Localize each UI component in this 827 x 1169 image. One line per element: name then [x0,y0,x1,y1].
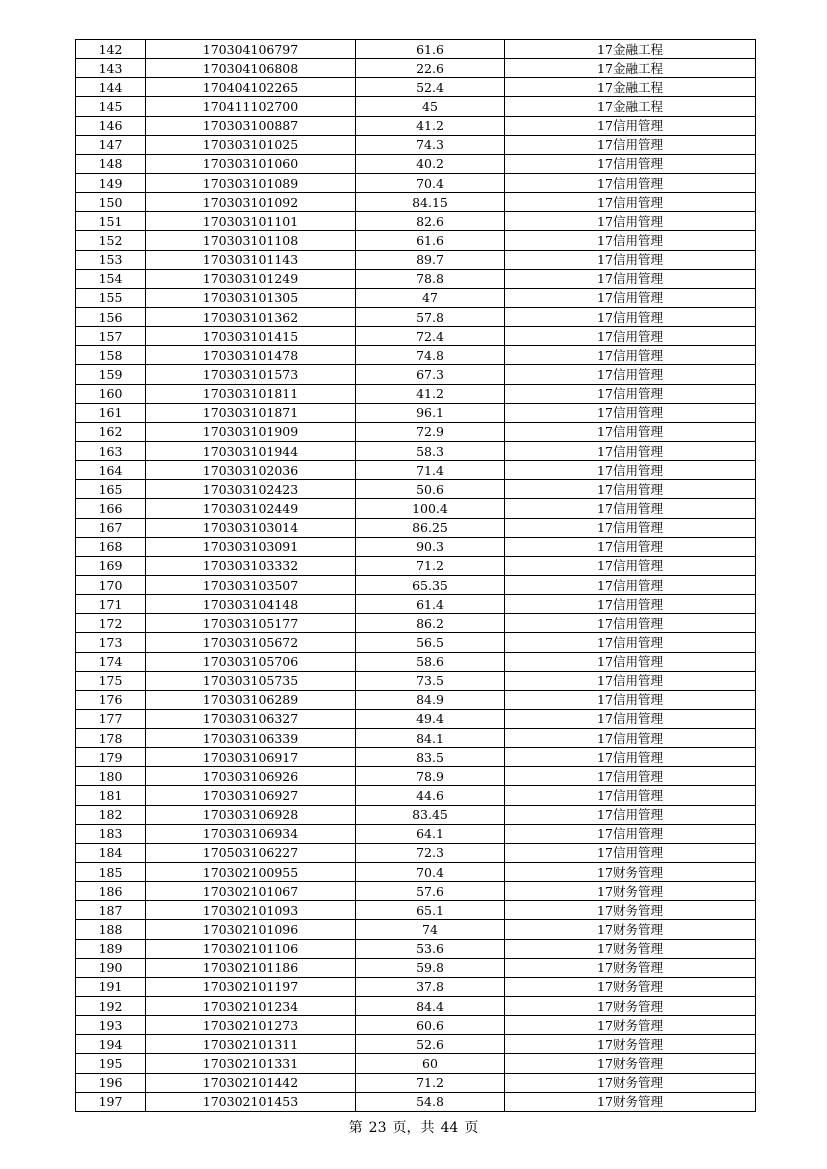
student-id-cell: 170303101101 [146,212,356,231]
student-id-cell: 170303101478 [146,346,356,365]
row-number-cell: 144 [76,78,146,97]
table-row [76,977,756,996]
major-cell: 17信用管理 [505,709,756,728]
student-id-cell: 170303101060 [146,154,356,173]
score-cell: 78.9 [356,767,505,786]
student-id-cell: 170303103091 [146,537,356,556]
table-row [76,231,756,250]
score-cell: 47 [356,288,505,307]
student-id-cell: 170303101573 [146,365,356,384]
score-cell: 72.4 [356,327,505,346]
major-cell: 17信用管理 [505,346,756,365]
row-number-cell: 192 [76,997,146,1016]
score-cell: 37.8 [356,977,505,996]
row-number-cell: 173 [76,633,146,652]
row-number-cell: 164 [76,461,146,480]
row-number-cell: 158 [76,346,146,365]
score-cell: 40.2 [356,154,505,173]
student-id-cell: 170303101811 [146,384,356,403]
student-id-cell: 170303102449 [146,499,356,518]
table-row [76,633,756,652]
score-cell: 84.1 [356,729,505,748]
student-id-cell: 170303103332 [146,556,356,575]
table-row [76,97,756,116]
student-id-cell: 170303101909 [146,422,356,441]
table-row [76,269,756,288]
row-number-cell: 178 [76,729,146,748]
score-cell: 60 [356,1054,505,1073]
student-id-cell: 170302101093 [146,901,356,920]
table-row [76,767,756,786]
table-row [76,480,756,499]
table-row [76,537,756,556]
table-row [76,863,756,882]
row-number-cell: 147 [76,135,146,154]
row-number-cell: 146 [76,116,146,135]
student-id-cell: 170302101234 [146,997,356,1016]
row-number-cell: 170 [76,575,146,594]
row-number-cell: 148 [76,154,146,173]
score-cell: 84.15 [356,193,505,212]
table-row [76,212,756,231]
score-cell: 83.5 [356,748,505,767]
major-cell: 17信用管理 [505,595,756,614]
table-row [76,939,756,958]
row-number-cell: 165 [76,480,146,499]
major-cell: 17信用管理 [505,116,756,135]
major-cell: 17财务管理 [505,1073,756,1092]
score-cell: 49.4 [356,709,505,728]
student-id-cell: 170303101944 [146,441,356,460]
score-cell: 90.3 [356,537,505,556]
footer-suffix: 页 [464,1120,479,1136]
table-row [76,441,756,460]
table-row [76,403,756,422]
student-id-cell: 170302101186 [146,958,356,977]
score-cell: 74.8 [356,346,505,365]
score-cell: 52.6 [356,1035,505,1054]
row-number-cell: 188 [76,920,146,939]
student-id-cell: 170303106339 [146,729,356,748]
score-cell: 96.1 [356,403,505,422]
major-cell: 17信用管理 [505,441,756,460]
score-cell: 60.6 [356,1016,505,1035]
student-id-cell: 170303101143 [146,250,356,269]
major-cell: 17信用管理 [505,403,756,422]
major-cell: 17信用管理 [505,422,756,441]
table-row [76,997,756,1016]
major-cell: 17信用管理 [505,231,756,250]
table-row [76,556,756,575]
score-cell: 64.1 [356,824,505,843]
score-cell: 71.2 [356,556,505,575]
major-cell: 17信用管理 [505,173,756,192]
row-number-cell: 196 [76,1073,146,1092]
row-number-cell: 143 [76,59,146,78]
row-number-cell: 157 [76,327,146,346]
table-row [76,116,756,135]
score-cell: 70.4 [356,173,505,192]
score-table [75,39,756,1112]
score-cell: 22.6 [356,59,505,78]
score-cell: 44.6 [356,786,505,805]
major-cell: 17信用管理 [505,499,756,518]
student-id-cell: 170304106808 [146,59,356,78]
table-row [76,288,756,307]
row-number-cell: 191 [76,977,146,996]
student-id-cell: 170303101362 [146,307,356,326]
row-number-cell: 149 [76,173,146,192]
row-number-cell: 179 [76,748,146,767]
student-id-cell: 170302101273 [146,1016,356,1035]
row-number-cell: 163 [76,441,146,460]
student-id-cell: 170303100887 [146,116,356,135]
score-cell: 86.2 [356,614,505,633]
major-cell: 17信用管理 [505,537,756,556]
row-number-cell: 197 [76,1092,146,1111]
row-number-cell: 193 [76,1016,146,1035]
score-cell: 57.8 [356,307,505,326]
student-id-cell: 170302101067 [146,882,356,901]
major-cell: 17信用管理 [505,690,756,709]
score-cell: 67.3 [356,365,505,384]
major-cell: 17财务管理 [505,958,756,977]
student-id-cell: 170303101305 [146,288,356,307]
major-cell: 17信用管理 [505,518,756,537]
table-row [76,461,756,480]
major-cell: 17信用管理 [505,767,756,786]
major-cell: 17信用管理 [505,212,756,231]
row-number-cell: 171 [76,595,146,614]
table-row [76,575,756,594]
table-row [76,882,756,901]
score-cell: 61.6 [356,40,505,59]
row-number-cell: 169 [76,556,146,575]
row-number-cell: 168 [76,537,146,556]
table-row [76,1092,756,1111]
student-id-cell: 170304106797 [146,40,356,59]
student-id-cell: 170302101311 [146,1035,356,1054]
major-cell: 17财务管理 [505,1016,756,1035]
table-row [76,1016,756,1035]
score-cell: 73.5 [356,671,505,690]
major-cell: 17信用管理 [505,843,756,862]
major-cell: 17信用管理 [505,193,756,212]
table-row [76,135,756,154]
row-number-cell: 190 [76,958,146,977]
score-cell: 56.5 [356,633,505,652]
student-id-cell: 170503106227 [146,843,356,862]
score-cell: 83.45 [356,805,505,824]
student-id-cell: 170302101453 [146,1092,356,1111]
row-number-cell: 176 [76,690,146,709]
row-number-cell: 154 [76,269,146,288]
student-id-cell: 170303102036 [146,461,356,480]
table-row [76,920,756,939]
table-row [76,614,756,633]
table-row [76,154,756,173]
table-row [76,1054,756,1073]
table-row [76,250,756,269]
score-cell: 84.4 [356,997,505,1016]
student-id-cell: 170303101025 [146,135,356,154]
table-row [76,193,756,212]
row-number-cell: 184 [76,843,146,862]
table-row [76,384,756,403]
table-row [76,901,756,920]
major-cell: 17信用管理 [505,652,756,671]
row-number-cell: 155 [76,288,146,307]
row-number-cell: 142 [76,40,146,59]
row-number-cell: 177 [76,709,146,728]
major-cell: 17财务管理 [505,977,756,996]
major-cell: 17信用管理 [505,748,756,767]
student-id-cell: 170411102700 [146,97,356,116]
major-cell: 17金融工程 [505,78,756,97]
table-row [76,40,756,59]
table-row [76,729,756,748]
score-cell: 58.6 [356,652,505,671]
student-id-cell: 170303101089 [146,173,356,192]
table-row [76,671,756,690]
score-cell: 89.7 [356,250,505,269]
row-number-cell: 181 [76,786,146,805]
row-number-cell: 195 [76,1054,146,1073]
table-row [76,307,756,326]
row-number-cell: 162 [76,422,146,441]
major-cell: 17信用管理 [505,461,756,480]
page-footer [0,1118,827,1138]
table-row [76,709,756,728]
major-cell: 17信用管理 [505,824,756,843]
row-number-cell: 174 [76,652,146,671]
major-cell: 17信用管理 [505,729,756,748]
footer-middle: 页，共 [392,1120,435,1136]
row-number-cell: 189 [76,939,146,958]
row-number-cell: 150 [76,193,146,212]
score-cell: 72.3 [356,843,505,862]
student-id-cell: 170303102423 [146,480,356,499]
score-cell: 59.8 [356,958,505,977]
table-row [76,327,756,346]
row-number-cell: 153 [76,250,146,269]
student-id-cell: 170302100955 [146,863,356,882]
table-row [76,518,756,537]
score-cell: 52.4 [356,78,505,97]
score-cell: 45 [356,97,505,116]
table-row [76,1073,756,1092]
student-id-cell: 170303101108 [146,231,356,250]
major-cell: 17金融工程 [505,97,756,116]
major-cell: 17财务管理 [505,997,756,1016]
score-cell: 100.4 [356,499,505,518]
row-number-cell: 166 [76,499,146,518]
score-cell: 71.2 [356,1073,505,1092]
row-number-cell: 152 [76,231,146,250]
row-number-cell: 180 [76,767,146,786]
student-id-cell: 170302101442 [146,1073,356,1092]
student-id-cell: 170303106327 [146,709,356,728]
score-cell: 72.9 [356,422,505,441]
table-row [76,422,756,441]
table-body [76,40,756,1112]
table-row [76,173,756,192]
row-number-cell: 194 [76,1035,146,1054]
student-id-cell: 170303105177 [146,614,356,633]
major-cell: 17信用管理 [505,786,756,805]
major-cell: 17财务管理 [505,1035,756,1054]
footer-prefix: 第 [348,1120,363,1136]
major-cell: 17信用管理 [505,327,756,346]
table-row [76,824,756,843]
row-number-cell: 145 [76,97,146,116]
score-cell: 61.4 [356,595,505,614]
table-row [76,499,756,518]
row-number-cell: 182 [76,805,146,824]
student-id-cell: 170303101249 [146,269,356,288]
row-number-cell: 161 [76,403,146,422]
row-number-cell: 187 [76,901,146,920]
student-id-cell: 170302101197 [146,977,356,996]
major-cell: 17信用管理 [505,307,756,326]
score-cell: 71.4 [356,461,505,480]
score-cell: 61.6 [356,231,505,250]
student-id-cell: 170303105706 [146,652,356,671]
major-cell: 17信用管理 [505,384,756,403]
major-cell: 17信用管理 [505,671,756,690]
score-cell: 41.2 [356,384,505,403]
row-number-cell: 186 [76,882,146,901]
table-row [76,1035,756,1054]
student-id-cell: 170303106917 [146,748,356,767]
table-row [76,690,756,709]
major-cell: 17信用管理 [505,288,756,307]
major-cell: 17财务管理 [505,939,756,958]
table-row [76,365,756,384]
major-cell: 17金融工程 [505,40,756,59]
score-cell: 57.6 [356,882,505,901]
table-row [76,843,756,862]
major-cell: 17信用管理 [505,154,756,173]
score-cell: 65.1 [356,901,505,920]
student-id-cell: 170303101871 [146,403,356,422]
student-id-cell: 170303106926 [146,767,356,786]
table-row [76,748,756,767]
footer-total-pages: 44 [440,1120,459,1136]
student-id-cell: 170303106289 [146,690,356,709]
major-cell: 17信用管理 [505,480,756,499]
row-number-cell: 185 [76,863,146,882]
major-cell: 17信用管理 [505,135,756,154]
major-cell: 17财务管理 [505,882,756,901]
score-cell: 65.35 [356,575,505,594]
major-cell: 17信用管理 [505,575,756,594]
score-cell: 74 [356,920,505,939]
major-cell: 17信用管理 [505,365,756,384]
table-row [76,805,756,824]
table-row [76,958,756,977]
score-cell: 70.4 [356,863,505,882]
student-id-cell: 170303103014 [146,518,356,537]
student-id-cell: 170404102265 [146,78,356,97]
row-number-cell: 151 [76,212,146,231]
student-id-cell: 170303101092 [146,193,356,212]
major-cell: 17财务管理 [505,1054,756,1073]
student-id-cell: 170303106928 [146,805,356,824]
footer-current-page: 23 [368,1120,387,1136]
score-cell: 84.9 [356,690,505,709]
major-cell: 17信用管理 [505,269,756,288]
row-number-cell: 175 [76,671,146,690]
student-id-cell: 170303105735 [146,671,356,690]
major-cell: 17财务管理 [505,863,756,882]
row-number-cell: 160 [76,384,146,403]
student-id-cell: 170303104148 [146,595,356,614]
major-cell: 17信用管理 [505,633,756,652]
table-row [76,59,756,78]
score-cell: 58.3 [356,441,505,460]
student-id-cell: 170302101096 [146,920,356,939]
student-id-cell: 170303105672 [146,633,356,652]
major-cell: 17信用管理 [505,614,756,633]
score-cell: 78.8 [356,269,505,288]
major-cell: 17信用管理 [505,250,756,269]
row-number-cell: 159 [76,365,146,384]
major-cell: 17财务管理 [505,901,756,920]
table-row [76,346,756,365]
score-cell: 50.6 [356,480,505,499]
major-cell: 17金融工程 [505,59,756,78]
table-row [76,652,756,671]
student-id-cell: 170303106927 [146,786,356,805]
row-number-cell: 156 [76,307,146,326]
score-cell: 82.6 [356,212,505,231]
score-cell: 53.6 [356,939,505,958]
student-id-cell: 170303101415 [146,327,356,346]
score-cell: 41.2 [356,116,505,135]
major-cell: 17信用管理 [505,805,756,824]
score-cell: 74.3 [356,135,505,154]
score-cell: 54.8 [356,1092,505,1111]
major-cell: 17信用管理 [505,556,756,575]
student-id-cell: 170302101331 [146,1054,356,1073]
table-row [76,595,756,614]
student-id-cell: 170303106934 [146,824,356,843]
row-number-cell: 167 [76,518,146,537]
major-cell: 17财务管理 [505,1092,756,1111]
score-cell: 86.25 [356,518,505,537]
row-number-cell: 172 [76,614,146,633]
table-row [76,786,756,805]
table-row [76,78,756,97]
student-id-cell: 170303103507 [146,575,356,594]
student-id-cell: 170302101106 [146,939,356,958]
row-number-cell: 183 [76,824,146,843]
major-cell: 17财务管理 [505,920,756,939]
